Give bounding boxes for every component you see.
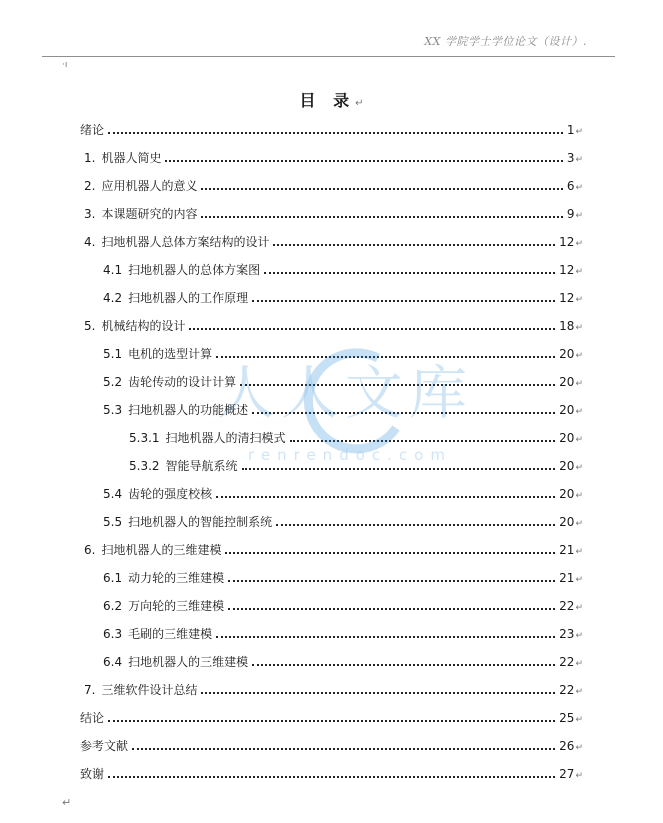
toc-entry-label: 应用机器人的意义: [101, 179, 198, 193]
toc-entry-label: 毛刷的三维建模: [128, 627, 213, 641]
dot-leader: [228, 570, 555, 582]
paragraph-mark: ↵: [575, 603, 583, 613]
paragraph-mark: ↵: [575, 715, 583, 725]
header-rule: [42, 56, 615, 57]
toc-entry[interactable]: [103, 626, 583, 642]
toc-entry-number: 5.3: [103, 403, 123, 417]
toc-entry-label: 万向轮的三维建模: [128, 599, 225, 613]
toc-entry-page: 3: [566, 151, 575, 165]
paragraph-mark: ↵: [575, 127, 583, 137]
toc-entry-page: 20: [559, 487, 575, 501]
toc-entry-label: 机械结构的设计: [101, 319, 186, 333]
paragraph-mark: ↵: [575, 519, 583, 529]
paragraph-mark: ↵: [575, 351, 583, 361]
dot-leader: [252, 654, 555, 666]
toc-entry[interactable]: [103, 514, 583, 530]
toc-entry-number: 5.1: [103, 347, 123, 361]
toc-entry-label: 结论: [80, 711, 105, 725]
watermark-url: renrendoc.com: [248, 446, 452, 464]
toc-entry[interactable]: [84, 206, 583, 222]
toc-entry-page: 12: [559, 291, 575, 305]
paragraph-mark: ↵: [575, 547, 583, 557]
paragraph-mark: ↵: [575, 323, 583, 333]
toc-entry-label: 扫地机器人的工作原理: [128, 291, 249, 305]
toc-entry[interactable]: [80, 122, 583, 138]
toc-entry[interactable]: [103, 262, 583, 278]
toc-entry[interactable]: [84, 234, 583, 250]
toc-entry-number: 5.3.1: [129, 431, 160, 445]
corner-mark-bottom: ↵: [62, 796, 72, 809]
toc-entry-page: 9: [566, 207, 575, 221]
toc-entry[interactable]: [103, 346, 583, 362]
dot-leader: [273, 234, 555, 246]
paragraph-mark: ↵: [575, 379, 583, 389]
dot-leader: [264, 262, 555, 274]
toc-entry-number: 5.5: [103, 515, 123, 529]
watermark-text: 人人文库: [216, 359, 474, 427]
dot-leader: [216, 626, 555, 638]
paragraph-mark: ↵: [575, 155, 583, 165]
dot-leader: [252, 402, 555, 414]
page-title-text: 目 录: [299, 91, 356, 110]
dot-leader: [201, 178, 562, 190]
paragraph-mark: ↵: [575, 211, 583, 221]
paragraph-mark: ↵: [575, 267, 583, 277]
paragraph-mark: ↵: [575, 491, 583, 501]
toc-entry[interactable]: [103, 570, 583, 586]
toc-entry-number: 5.4: [103, 487, 123, 501]
paragraph-mark: ↵: [575, 239, 583, 249]
toc-entry-page: 25: [559, 711, 575, 725]
toc-entry-label: 电机的选型计算: [128, 347, 213, 361]
page-title: [0, 88, 663, 111]
toc-entry-page: 27: [559, 767, 575, 781]
dot-leader: [216, 486, 555, 498]
toc-entry[interactable]: [103, 598, 583, 614]
paragraph-mark: ↵: [575, 407, 583, 417]
paragraph-mark: ↵: [575, 183, 583, 193]
toc-entry[interactable]: [84, 682, 583, 698]
dot-leader: [108, 122, 563, 134]
paragraph-mark: ↵: [575, 687, 583, 697]
paragraph-mark: ↵: [575, 771, 583, 781]
toc-entry[interactable]: [80, 766, 583, 782]
header-text: XX 学院学士学位论文（设计）.: [424, 35, 587, 48]
dot-leader: [201, 682, 555, 694]
toc-entry-page: 12: [559, 263, 575, 277]
toc-entry[interactable]: [129, 430, 583, 446]
toc-entry-number: 5.2: [103, 375, 123, 389]
toc-entry-label: 智能导航系统: [165, 459, 238, 473]
toc-entry-page: 21: [559, 571, 575, 585]
dot-leader: [228, 598, 555, 610]
toc-entry-page: 1: [566, 123, 575, 137]
toc-entry[interactable]: [103, 654, 583, 670]
toc-entry-label: 致谢: [80, 767, 105, 781]
toc-entry-label: 扫地机器人的智能控制系统: [128, 515, 273, 529]
toc-entry[interactable]: [80, 710, 583, 726]
toc-entry-page: 21: [559, 543, 575, 557]
toc-entry-number: 5.3.2: [129, 459, 160, 473]
toc-entry-number: 2.: [84, 179, 96, 193]
toc-entry-page: 20: [559, 403, 575, 417]
toc-entry-page: 18: [559, 319, 575, 333]
corner-mark-top: ·ı: [62, 60, 68, 70]
toc-entry-number: 4.: [84, 235, 96, 249]
toc-entry-number: 6.1: [103, 571, 123, 585]
dot-leader: [165, 150, 562, 162]
dot-leader: [201, 206, 562, 218]
dot-leader: [252, 290, 555, 302]
dot-leader: [290, 430, 556, 442]
toc-entry[interactable]: [84, 150, 583, 166]
toc-entry-label: 齿轮的强度校核: [128, 487, 213, 501]
dot-leader: [132, 738, 555, 750]
toc-entry-page: 20: [559, 515, 575, 529]
toc-entry-number: 1.: [84, 151, 96, 165]
paragraph-mark: ↵: [575, 631, 583, 641]
toc-entry-page: 22: [559, 655, 575, 669]
paragraph-mark: ↵: [575, 435, 583, 445]
toc-entry-label: 机器人简史: [101, 151, 162, 165]
toc-entry-label: 参考文献: [80, 739, 129, 753]
toc-entry-number: 6.: [84, 543, 96, 557]
toc-entry-label: 动力轮的三维建模: [128, 571, 225, 585]
paragraph-mark: ↵: [575, 575, 583, 585]
paragraph-mark: ↵: [575, 743, 583, 753]
toc-entry-page: 6: [566, 179, 575, 193]
dot-leader: [189, 318, 555, 330]
toc-entry-label: 扫地机器人的清扫模式: [165, 431, 286, 445]
dot-leader: [242, 458, 556, 470]
toc-entry-page: 12: [559, 235, 575, 249]
toc-entry-label: 三维软件设计总结: [101, 683, 198, 697]
toc-entry-page: 26: [559, 739, 575, 753]
dot-leader: [108, 710, 555, 722]
toc-entry-label: 本课题研究的内容: [101, 207, 198, 221]
toc-entry[interactable]: [103, 402, 583, 418]
paragraph-mark: ↵: [575, 463, 583, 473]
toc-entry-page: 20: [559, 459, 575, 473]
toc-entry-page: 20: [559, 375, 575, 389]
toc-entry[interactable]: [84, 542, 583, 558]
paragraph-mark: ↵: [575, 659, 583, 669]
toc-entry[interactable]: [84, 318, 583, 334]
paragraph-mark: ↵: [355, 98, 364, 109]
toc-entry-label: 扫地机器人的总体方案图: [128, 263, 261, 277]
toc-entry[interactable]: [103, 374, 583, 390]
toc-entry[interactable]: [84, 178, 583, 194]
toc-entry-number: 6.3: [103, 627, 123, 641]
toc-entry-label: 绪论: [80, 123, 105, 137]
dot-leader: [276, 514, 555, 526]
toc-entry-number: 5.: [84, 319, 96, 333]
toc-entry-label: 扫地机器人总体方案结构的设计: [101, 235, 270, 249]
toc-entry-number: 4.2: [103, 291, 123, 305]
toc-entry-number: 4.1: [103, 263, 123, 277]
toc-entry-number: 3.: [84, 207, 96, 221]
toc-entry-label: 齿轮传动的设计计算: [128, 375, 237, 389]
toc-entry[interactable]: [103, 290, 583, 306]
toc-entry-page: 22: [559, 599, 575, 613]
dot-leader: [216, 346, 555, 358]
paragraph-mark: ↵: [575, 295, 583, 305]
toc-entry-page: 20: [559, 431, 575, 445]
toc-entry-label: 扫地机器人的三维建模: [101, 543, 222, 557]
toc-entry[interactable]: [103, 486, 583, 502]
toc-entry-label: 扫地机器人的三维建模: [128, 655, 249, 669]
dot-leader: [108, 766, 555, 778]
toc-entry-page: 22: [559, 683, 575, 697]
toc-entry-number: 7.: [84, 683, 96, 697]
dot-leader: [240, 374, 555, 386]
toc-entry-page: 20: [559, 347, 575, 361]
toc-entry-number: 6.4: [103, 655, 123, 669]
toc-entry-page: 23: [559, 627, 575, 641]
toc-entry-number: 6.2: [103, 599, 123, 613]
toc-entry[interactable]: [129, 458, 583, 474]
dot-leader: [225, 542, 555, 554]
toc-entry[interactable]: [80, 738, 583, 754]
toc-entry-label: 扫地机器人的功能概述: [128, 403, 249, 417]
